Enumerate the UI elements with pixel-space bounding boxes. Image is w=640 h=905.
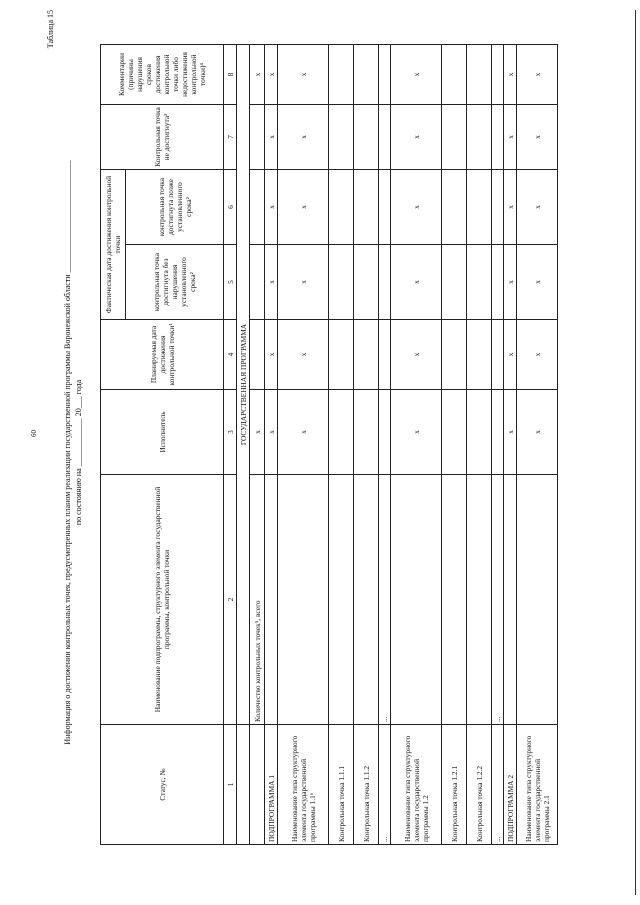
- state-program-band-row: [237, 44, 250, 844]
- cell-actual-on-time: x: [278, 245, 329, 320]
- cell-status: ПОДПРОГРАММА 2: [504, 725, 517, 845]
- cell-status: Контрольная точка 1.1.1: [329, 725, 354, 845]
- cell-comments: [379, 44, 391, 104]
- cell-status: ПОДПРОГРАММА 1: [265, 725, 278, 845]
- cell-comments: [354, 44, 379, 104]
- cell-actual-late: x: [278, 169, 329, 244]
- cell-actual-on-time: [250, 245, 265, 320]
- cell-not-reached: x: [391, 104, 442, 169]
- table-row: [391, 44, 442, 844]
- cell-executor: [492, 390, 504, 475]
- cell-planned: [467, 320, 492, 390]
- cell-actual-late: [442, 169, 467, 244]
- report-heading: [62, 40, 84, 865]
- column-number: 7: [224, 104, 237, 169]
- cell-executor: [379, 390, 391, 475]
- cell-actual-late: [354, 169, 379, 244]
- cell-actual-late: [467, 169, 492, 244]
- cell-actual-late: x: [504, 169, 517, 244]
- cell-name: [467, 475, 492, 725]
- cell-executor: x: [517, 390, 558, 475]
- cell-actual-late: x: [517, 169, 558, 244]
- col-actual-date-group-header: Фактическая дата достижения контрольной точки: [101, 169, 126, 319]
- cell-comments: [492, 44, 504, 104]
- column-number: 6: [224, 169, 237, 244]
- cell-planned: [492, 320, 504, 390]
- cell-name: ...: [492, 475, 504, 725]
- cell-comments: x: [278, 44, 329, 104]
- cell-executor: [442, 390, 467, 475]
- state-program-band: ГОСУДАРСТВЕННАЯ ПРОГРАММА: [237, 44, 250, 724]
- cell-executor: x: [278, 390, 329, 475]
- cell-status: Контрольная точка 1.2.2: [467, 725, 492, 845]
- heading-line-1: Информация о достижении контрольных точек, предусмотренных планом реализации государственной программы Воронежской области ____________________________: [63, 160, 72, 745]
- cell-not-reached: [250, 104, 265, 169]
- cell-planned: x: [278, 320, 329, 390]
- cell-comments: [467, 44, 492, 104]
- cell-actual-late: x: [265, 169, 278, 244]
- cell-comments: x: [517, 44, 558, 104]
- cell-actual-on-time: [354, 245, 379, 320]
- table-row: [265, 44, 278, 844]
- cell-not-reached: [329, 104, 354, 169]
- cell-not-reached: [442, 104, 467, 169]
- heading-line-2: по состоянию на ____________ 20___ года: [74, 379, 83, 526]
- cell-planned: [250, 320, 265, 390]
- col-actual-late-header: контрольная точка достигнута позже установленного срока²: [126, 169, 224, 244]
- table-row: [517, 44, 558, 844]
- cell-not-reached: x: [278, 104, 329, 169]
- cell-status: Контрольная точка 1.2.1: [442, 725, 467, 845]
- table-row: [467, 44, 492, 844]
- cell-actual-on-time: [442, 245, 467, 320]
- cell-planned: [379, 320, 391, 390]
- cell-not-reached: x: [517, 104, 558, 169]
- cell-actual-late: [379, 169, 391, 244]
- table-row: [379, 44, 391, 844]
- cell-status: Наименование типа структурного элемента государственной программы 1.1⁶: [278, 725, 329, 845]
- cell-name: [354, 475, 379, 725]
- cell-comments: x: [391, 44, 442, 104]
- page-number: 60: [30, 430, 38, 437]
- cell-actual-on-time: x: [517, 245, 558, 320]
- cell-actual-on-time: [329, 245, 354, 320]
- column-number: 8: [224, 44, 237, 104]
- cell-comments: x: [250, 44, 265, 104]
- column-numbers-row: [224, 44, 237, 844]
- cell-name: [504, 475, 517, 725]
- cell-not-reached: [354, 104, 379, 169]
- table-row: [354, 44, 379, 844]
- cell-name: [517, 475, 558, 725]
- cell-name: [278, 475, 329, 725]
- cell-not-reached: [467, 104, 492, 169]
- cell-executor: x: [391, 390, 442, 475]
- cell-actual-on-time: [379, 245, 391, 320]
- cell-actual-late: [329, 169, 354, 244]
- cell-comments: [329, 44, 354, 104]
- cell-status: Наименование типа структурного элемента государственной программы 2.1: [517, 725, 558, 845]
- cell-name: [442, 475, 467, 725]
- cell-actual-on-time: x: [265, 245, 278, 320]
- cell-name: Количество контрольных точек⁵, всего: [250, 475, 265, 725]
- cell-executor: x: [250, 390, 265, 475]
- control-points-table: [100, 44, 558, 845]
- cell-status: Наименование типа структурного элемента государственной программы 1.2: [391, 725, 442, 845]
- cell-actual-late: [492, 169, 504, 244]
- cell-name: [265, 475, 278, 725]
- cell-actual-on-time: x: [391, 245, 442, 320]
- cell-planned: [329, 320, 354, 390]
- cell-executor: x: [504, 390, 517, 475]
- cell-not-reached: x: [265, 104, 278, 169]
- cell-name: [329, 475, 354, 725]
- column-number: 2: [224, 475, 237, 725]
- cell-comments: [442, 44, 467, 104]
- cell-actual-on-time: x: [504, 245, 517, 320]
- col-executor-header: Исполнитель: [101, 390, 224, 475]
- cell-planned: x: [391, 320, 442, 390]
- table-row: [329, 44, 354, 844]
- cell-name: [391, 475, 442, 725]
- cell-actual-late: [250, 169, 265, 244]
- col-actual-on-time-header: контрольная точка достигнута без нарушения установленного срока²: [126, 245, 224, 320]
- cell-actual-on-time: [492, 245, 504, 320]
- column-number: 3: [224, 390, 237, 475]
- cell-planned: x: [517, 320, 558, 390]
- cell-planned: x: [504, 320, 517, 390]
- cell-status: [250, 725, 265, 845]
- bottom-divider: [635, 10, 636, 895]
- cell-status: ...: [492, 725, 504, 845]
- cell-executor: x: [265, 390, 278, 475]
- table-row: [492, 44, 504, 844]
- cell-not-reached: [492, 104, 504, 169]
- col-comments-header: Комментарии (причины нарушения сроков достижения контрольной точки либо недостижения контрольной точки)⁴: [101, 44, 224, 104]
- table-row: [442, 44, 467, 844]
- cell-name: ...: [379, 475, 391, 725]
- cell-planned: [442, 320, 467, 390]
- column-number: 4: [224, 320, 237, 390]
- col-name-header: Наименование подпрограммы, структурного элемента государственной программы, контрольной точки: [101, 475, 224, 725]
- cell-planned: x: [265, 320, 278, 390]
- cell-not-reached: x: [504, 104, 517, 169]
- cell-actual-on-time: [467, 245, 492, 320]
- cell-executor: [467, 390, 492, 475]
- cell-comments: x: [504, 44, 517, 104]
- table-row: [250, 44, 265, 844]
- table-row: [504, 44, 517, 844]
- cell-executor: [354, 390, 379, 475]
- table-row: [278, 44, 329, 844]
- cell-comments: x: [265, 44, 278, 104]
- col-planned-date-header: Планируемая дата достижения контрольной точки¹: [101, 320, 224, 390]
- column-number: 5: [224, 245, 237, 320]
- col-status-header: Статус, №: [101, 725, 224, 845]
- col-not-reached-header: Контрольная точка не достигнута³: [101, 104, 224, 169]
- table-caption: Таблица 15: [46, 10, 55, 49]
- cell-executor: [329, 390, 354, 475]
- cell-status: Контрольная точка 1.1.2: [354, 725, 379, 845]
- cell-not-reached: [379, 104, 391, 169]
- cell-planned: [354, 320, 379, 390]
- column-number: 1: [224, 725, 237, 845]
- header-row-1: [101, 44, 126, 844]
- cell-status: ...: [379, 725, 391, 845]
- cell-actual-late: x: [391, 169, 442, 244]
